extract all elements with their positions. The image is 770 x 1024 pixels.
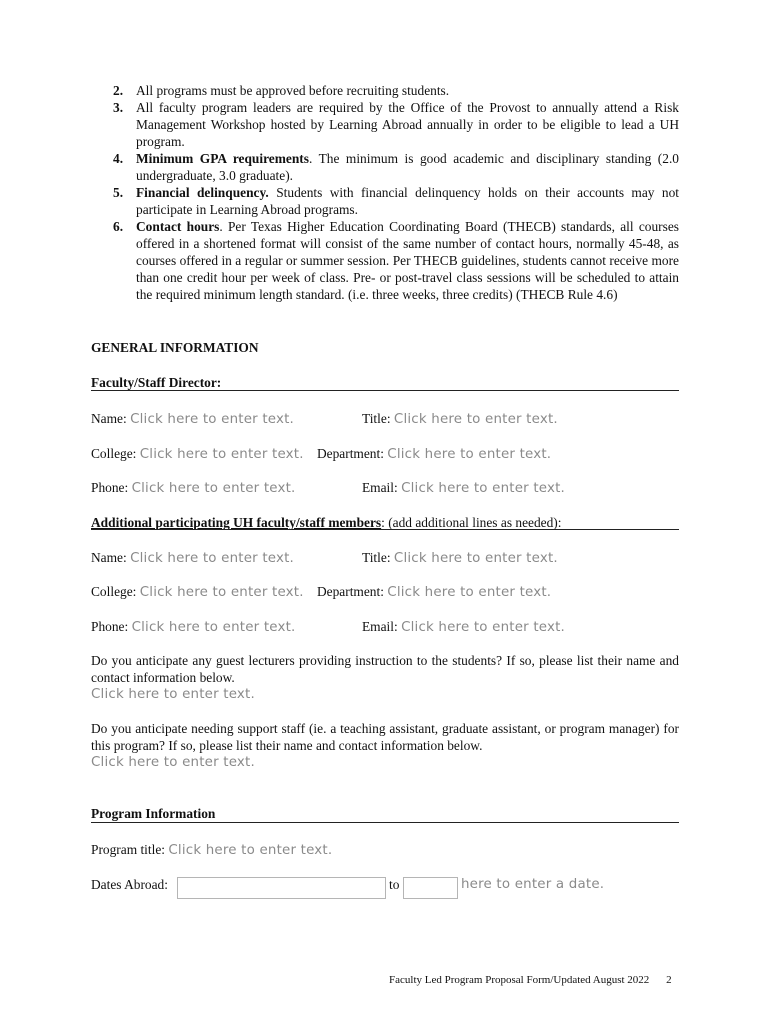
- requirement-item: 5. Financial delinquency. Students with financial delinquency holds on their accounts may not participate in Learning Abroad programs.: [113, 185, 680, 217]
- college-input[interactable]: Click here to enter text.: [139, 585, 304, 600]
- name-input[interactable]: Click here to enter text.: [130, 551, 295, 566]
- requirements-list: [91, 82, 679, 303]
- additional-name-field: [91, 549, 294, 567]
- support-staff-question: Do you anticipate needing support staff (ie. a teaching assistant, graduate assistant, or program manager) for this program? If so, please list their name and contact information below.: [91, 721, 679, 753]
- college-label: College:: [91, 446, 137, 461]
- director-title-field: [362, 410, 558, 428]
- to-label: to: [389, 877, 400, 892]
- requirement-item: 2. All programs must be approved before recruiting students.: [113, 83, 450, 98]
- email-input[interactable]: Click here to enter text.: [401, 620, 566, 635]
- additional-title-field: [362, 549, 558, 567]
- start-date-input[interactable]: [177, 877, 386, 899]
- end-date-placeholder: here to enter a date.: [461, 877, 605, 892]
- title-label: Title:: [362, 411, 391, 426]
- email-label: Email:: [362, 480, 398, 495]
- additional-email-field: [362, 618, 565, 636]
- end-date-input[interactable]: [403, 877, 458, 899]
- department-label: Department:: [317, 446, 384, 461]
- support-staff-input[interactable]: Click here to enter text.: [91, 755, 255, 770]
- name-label: Name:: [91, 550, 127, 565]
- phone-label: Phone:: [91, 480, 129, 495]
- program-title-field: [91, 841, 332, 859]
- dates-abroad-label: Dates Abroad:: [91, 877, 168, 892]
- email-label: Email:: [362, 619, 398, 634]
- director-name-field: [91, 410, 294, 428]
- title-input[interactable]: Click here to enter text.: [393, 412, 558, 427]
- title-label: Title:: [362, 550, 391, 565]
- name-label: Name:: [91, 411, 127, 426]
- title-input[interactable]: Click here to enter text.: [393, 551, 558, 566]
- guest-lecturer-input[interactable]: Click here to enter text.: [91, 687, 255, 702]
- section-divider: [91, 822, 679, 823]
- director-heading: Faculty/Staff Director:: [91, 375, 222, 390]
- program-title-label: Program title:: [91, 842, 166, 857]
- additional-college-field: [91, 583, 304, 601]
- requirement-item: 6. Contact hours. Per Texas Higher Education Coordinating Board (THECB) standards, all courses offered in a shortened format will consist of the same number of contact hours, normally 45-48, as courses offered in a regular or summer session. Per THECB guidelines, students cannot receive more than one credit hour per week of class. Pre- or post-travel class sessions will be scheduled to attain the required minimum length standard. (i.e. three weeks, three credits) (THECB Rule 4.6): [113, 219, 680, 302]
- general-info-heading: GENERAL INFORMATION: [91, 340, 259, 355]
- director-department-field: [317, 445, 551, 463]
- footer-text: Faculty Led Program Proposal Form/Updated August 2022: [389, 974, 650, 986]
- additional-phone-field: [91, 618, 296, 636]
- program-title-input[interactable]: Click here to enter text.: [168, 843, 333, 858]
- guest-lecturer-question: Do you anticipate any guest lecturers providing instruction to the students? If so, please list their name and contact information below.: [91, 653, 679, 685]
- section-divider: [91, 529, 679, 530]
- additional-department-field: [317, 583, 551, 601]
- director-phone-field: [91, 479, 296, 497]
- page-footer: [389, 974, 672, 986]
- page-number: 2: [666, 974, 672, 986]
- name-input[interactable]: Click here to enter text.: [130, 412, 295, 427]
- department-input[interactable]: Click here to enter text.: [387, 585, 552, 600]
- phone-input[interactable]: Click here to enter text.: [131, 481, 296, 496]
- department-input[interactable]: Click here to enter text.: [387, 447, 552, 462]
- phone-label: Phone:: [91, 619, 129, 634]
- college-label: College:: [91, 584, 137, 599]
- director-college-field: [91, 445, 304, 463]
- college-input[interactable]: Click here to enter text.: [139, 447, 304, 462]
- director-email-field: [362, 479, 565, 497]
- email-input[interactable]: Click here to enter text.: [401, 481, 566, 496]
- phone-input[interactable]: Click here to enter text.: [131, 620, 296, 635]
- program-info-heading: Program Information: [91, 806, 216, 821]
- department-label: Department:: [317, 584, 384, 599]
- requirement-item: 4. Minimum GPA requirements. The minimum is good academic and disciplinary standing (2.0 undergraduate, 3.0 graduate).: [113, 151, 679, 183]
- requirement-item: 3. All faculty program leaders are required by the Office of the Provost to annually attend a Risk Management Workshop hosted by Learning Abroad annually in order to be eligible to lead a UH program.: [113, 100, 679, 149]
- section-divider: [91, 390, 679, 391]
- additional-heading: Additional participating UH faculty/staff members: (add additional lines as needed):: [91, 515, 562, 530]
